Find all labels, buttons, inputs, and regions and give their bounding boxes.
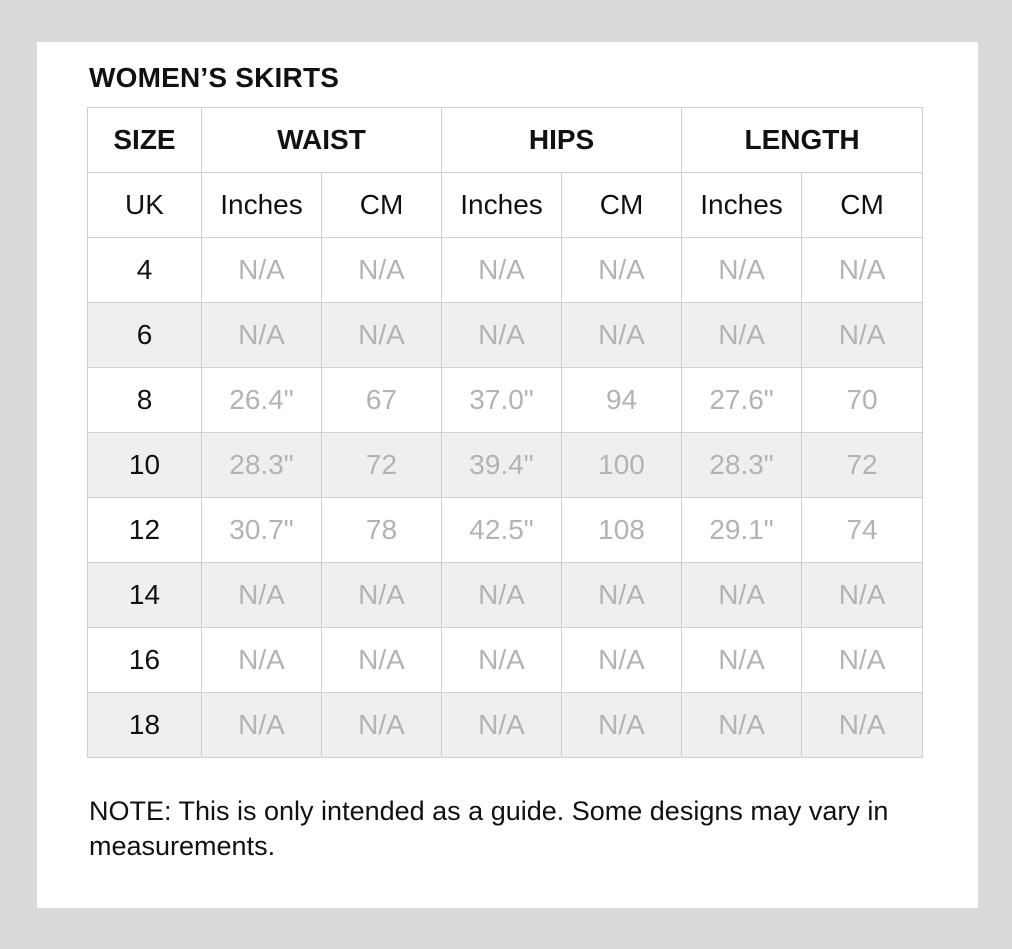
cell-size: 8: [88, 368, 202, 433]
cell-length-cm: N/A: [802, 238, 923, 303]
cell-waist-inches: N/A: [202, 303, 322, 368]
guide-note: NOTE: This is only intended as a guide. Some designs may vary in measurements.: [89, 796, 889, 861]
cell-hips-cm: 108: [562, 498, 682, 563]
cell-length-inches: 29.1": [682, 498, 802, 563]
unit-uk: UK: [88, 173, 202, 238]
cell-hips-inches: 37.0": [442, 368, 562, 433]
unit-length-inches: Inches: [682, 173, 802, 238]
cell-hips-inches: N/A: [442, 693, 562, 758]
header-size: SIZE: [88, 108, 202, 173]
cell-hips-inches: N/A: [442, 628, 562, 693]
header-waist: WAIST: [202, 108, 442, 173]
unit-hips-cm: CM: [562, 173, 682, 238]
cell-waist-cm: 67: [322, 368, 442, 433]
cell-length-inches: 27.6": [682, 368, 802, 433]
cell-length-inches: N/A: [682, 563, 802, 628]
cell-length-inches: 28.3": [682, 433, 802, 498]
unit-header-row: [88, 173, 923, 238]
cell-size: 4: [88, 238, 202, 303]
unit-waist-cm: CM: [322, 173, 442, 238]
cell-hips-cm: 94: [562, 368, 682, 433]
page-title: WOMEN’S SKIRTS: [89, 62, 340, 93]
cell-length-inches: N/A: [682, 693, 802, 758]
cell-hips-cm: N/A: [562, 693, 682, 758]
cell-waist-cm: 72: [322, 433, 442, 498]
table-row: [88, 563, 923, 628]
group-header-row: [88, 108, 923, 173]
cell-hips-cm: N/A: [562, 303, 682, 368]
table-row: [88, 693, 923, 758]
cell-waist-cm: N/A: [322, 693, 442, 758]
cell-waist-cm: N/A: [322, 628, 442, 693]
cell-waist-inches: N/A: [202, 628, 322, 693]
cell-hips-cm: N/A: [562, 628, 682, 693]
cell-length-inches: N/A: [682, 303, 802, 368]
cell-waist-inches: N/A: [202, 238, 322, 303]
cell-waist-cm: N/A: [322, 238, 442, 303]
table-row: [88, 498, 923, 563]
cell-length-cm: 72: [802, 433, 923, 498]
cell-size: 6: [88, 303, 202, 368]
cell-length-cm: N/A: [802, 563, 923, 628]
cell-length-cm: N/A: [802, 693, 923, 758]
cell-hips-inches: 39.4": [442, 433, 562, 498]
cell-hips-inches: N/A: [442, 303, 562, 368]
cell-length-inches: N/A: [682, 238, 802, 303]
cell-hips-inches: N/A: [442, 563, 562, 628]
cell-hips-cm: N/A: [562, 563, 682, 628]
cell-size: 10: [88, 433, 202, 498]
unit-length-cm: CM: [802, 173, 923, 238]
cell-length-inches: N/A: [682, 628, 802, 693]
cell-length-cm: N/A: [802, 628, 923, 693]
unit-waist-inches: Inches: [202, 173, 322, 238]
cell-hips-cm: 100: [562, 433, 682, 498]
cell-size: 18: [88, 693, 202, 758]
cell-waist-inches: 26.4": [202, 368, 322, 433]
size-guide-card: [37, 42, 978, 908]
table-row: [88, 433, 923, 498]
cell-waist-inches: 30.7": [202, 498, 322, 563]
cell-hips-inches: N/A: [442, 238, 562, 303]
cell-length-cm: N/A: [802, 303, 923, 368]
cell-length-cm: 74: [802, 498, 923, 563]
cell-size: 14: [88, 563, 202, 628]
cell-size: 12: [88, 498, 202, 563]
cell-waist-inches: N/A: [202, 563, 322, 628]
table-row: [88, 303, 923, 368]
table-row: [88, 238, 923, 303]
table-row: [88, 628, 923, 693]
cell-waist-cm: N/A: [322, 563, 442, 628]
table-row: [88, 368, 923, 433]
cell-hips-inches: 42.5": [442, 498, 562, 563]
cell-waist-cm: 78: [322, 498, 442, 563]
cell-waist-cm: N/A: [322, 303, 442, 368]
unit-hips-inches: Inches: [442, 173, 562, 238]
cell-waist-inches: N/A: [202, 693, 322, 758]
cell-length-cm: 70: [802, 368, 923, 433]
cell-size: 16: [88, 628, 202, 693]
cell-hips-cm: N/A: [562, 238, 682, 303]
header-length: LENGTH: [682, 108, 923, 173]
size-chart-table: [87, 107, 923, 758]
header-hips: HIPS: [442, 108, 682, 173]
cell-waist-inches: 28.3": [202, 433, 322, 498]
